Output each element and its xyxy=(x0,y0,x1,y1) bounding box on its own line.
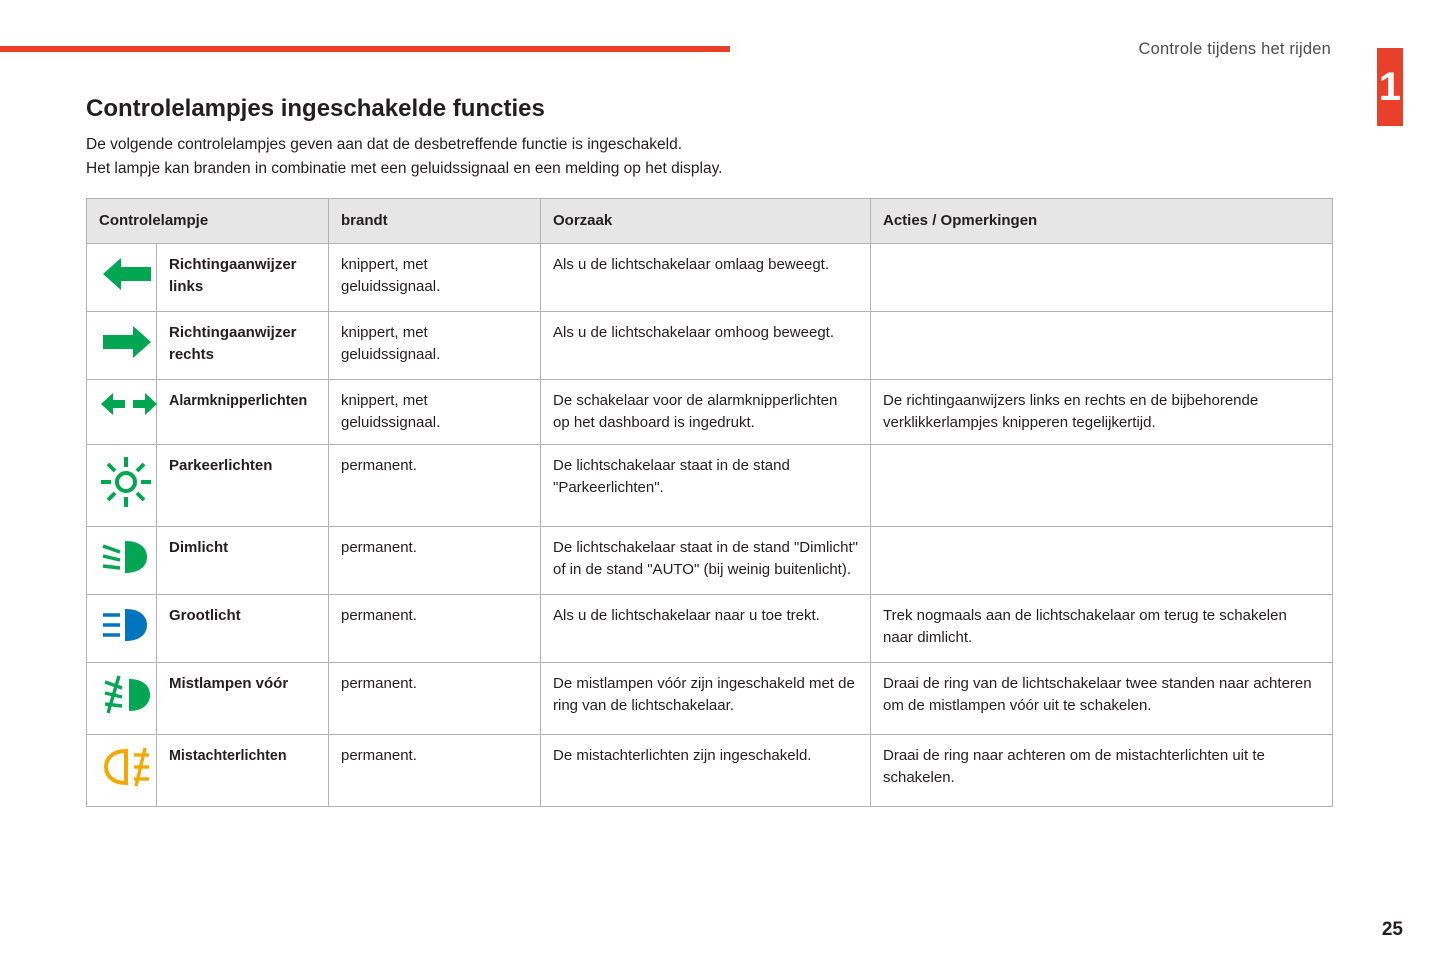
column-header-burns: brandt xyxy=(329,199,541,244)
lamp-name: Grootlicht xyxy=(157,595,329,663)
arrow-left-icon xyxy=(87,244,157,312)
lamp-name: Mistlampen vóór xyxy=(157,663,329,735)
lamp-actions xyxy=(871,244,1333,312)
lamp-cause: De mistlampen vóór zijn ingeschakeld met de ring van de lichtschakelaar. xyxy=(541,663,871,735)
lamp-burns: permanent. xyxy=(329,445,541,527)
chapter-header-text: Controle tijdens het rijden xyxy=(1138,40,1331,58)
lamp-name: Richtingaanwijzer rechts xyxy=(157,312,329,380)
lamp-burns: knippert, met geluidssignaal. xyxy=(329,380,541,445)
lamp-name: Richtingaanwijzer links xyxy=(157,244,329,312)
lamp-cause: Als u de lichtschakelaar omhoog beweegt. xyxy=(541,312,871,380)
lamp-actions: Trek nogmaals aan de lichtschakelaar om terug te schakelen naar dimlicht. xyxy=(871,595,1333,663)
lamp-actions xyxy=(871,527,1333,595)
chapter-number-tab: 1 xyxy=(1377,48,1403,126)
table-header-row xyxy=(87,199,1333,244)
lamp-actions xyxy=(871,312,1333,380)
table-row xyxy=(87,445,1333,527)
lamp-burns: permanent. xyxy=(329,663,541,735)
lamp-actions xyxy=(871,445,1333,527)
lamp-burns: knippert, met geluidssignaal. xyxy=(329,244,541,312)
lamp-cause: De mistachterlichten zijn ingeschakeld. xyxy=(541,735,871,807)
lamp-cause: Als u de lichtschakelaar omlaag beweegt. xyxy=(541,244,871,312)
warning-lamps-table xyxy=(86,198,1333,807)
hazard-lights-icon xyxy=(87,380,157,445)
lamp-name: Parkeerlichten xyxy=(157,445,329,527)
table-row xyxy=(87,312,1333,380)
lamp-actions: Draai de ring naar achteren om de mistachterlichten uit te schakelen. xyxy=(871,735,1333,807)
lamp-cause: De lichtschakelaar staat in de stand "Parkeerlichten". xyxy=(541,445,871,527)
table-row xyxy=(87,380,1333,445)
lamp-actions: Draai de ring van de lichtschakelaar twee standen naar achteren om de mistlampen vóór uit te schakelen. xyxy=(871,663,1333,735)
lamp-burns: permanent. xyxy=(329,595,541,663)
lamp-burns: permanent. xyxy=(329,527,541,595)
dipped-beam-icon xyxy=(87,527,157,595)
lamp-cause: De lichtschakelaar staat in de stand "Dimlicht" of in de stand "AUTO" (bij weinig buitenlicht). xyxy=(541,527,871,595)
table-row xyxy=(87,663,1333,735)
lamp-actions: De richtingaanwijzers links en rechts en de bijbehorende verklikkerlampjes knipperen tegelijkertijd. xyxy=(871,380,1333,445)
front-fog-lights-icon xyxy=(87,663,157,735)
page-number: 25 xyxy=(1381,919,1403,940)
lamp-name: Mistachterlichten xyxy=(157,735,329,807)
lamp-burns: permanent. xyxy=(329,735,541,807)
parking-lights-icon xyxy=(87,445,157,527)
intro-paragraph xyxy=(86,133,1086,181)
intro-line-2: Het lampje kan branden in combinatie met een geluidssignaal en een melding op het display. xyxy=(86,160,723,177)
page-title: Controlelampjes ingeschakelde functies xyxy=(86,95,545,122)
main-beam-icon xyxy=(87,595,157,663)
arrow-right-icon xyxy=(87,312,157,380)
column-header-actions: Acties / Opmerkingen xyxy=(871,199,1333,244)
lamp-name: Alarmknipperlichten xyxy=(157,380,329,445)
lamp-burns: knippert, met geluidssignaal. xyxy=(329,312,541,380)
table-row xyxy=(87,244,1333,312)
intro-line-1: De volgende controlelampjes geven aan dat de desbetreffende functie is ingeschakeld. xyxy=(86,136,683,153)
lamp-cause: De schakelaar voor de alarmknipperlichten op het dashboard is ingedrukt. xyxy=(541,380,871,445)
table-row xyxy=(87,595,1333,663)
table-row xyxy=(87,735,1333,807)
column-header-lamp: Controlelampje xyxy=(87,199,329,244)
lamp-cause: Als u de lichtschakelaar naar u toe trekt. xyxy=(541,595,871,663)
table-row xyxy=(87,527,1333,595)
column-header-cause: Oorzaak xyxy=(541,199,871,244)
header-accent-rule xyxy=(0,46,730,52)
rear-fog-lights-icon xyxy=(87,735,157,807)
lamp-name: Dimlicht xyxy=(157,527,329,595)
